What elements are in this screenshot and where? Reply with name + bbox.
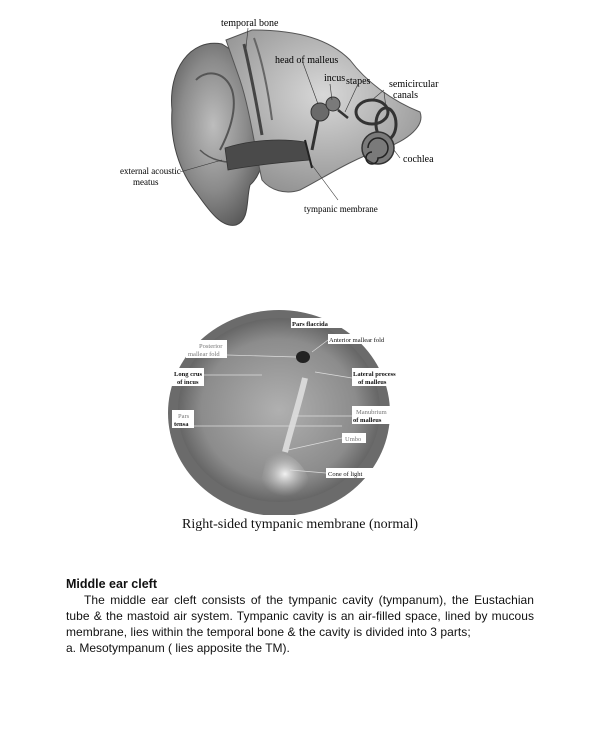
label-stapes: stapes <box>346 76 371 87</box>
list-item: a. Mesotympanum ( lies apposite the TM). <box>66 641 290 655</box>
section-list <box>66 640 534 656</box>
label-tympanic-membrane: tympanic membrane <box>304 204 378 214</box>
label-incus: incus <box>324 73 346 84</box>
label-head-of-malleus: head of malleus <box>275 55 339 66</box>
middle-ear-section <box>66 576 534 656</box>
label-temporal-bone: temporal bone <box>221 18 279 29</box>
label-cone-of-light: Cone of light <box>328 471 363 478</box>
label-lateral-process-of-malleus-2: of malleus <box>358 379 387 386</box>
label-semicircular-canals-1: semicircular <box>389 79 439 90</box>
label-manubrium-of-malleus-2: of malleus <box>353 417 382 424</box>
label-posterior-mallear-fold-1: Posterior <box>199 343 223 350</box>
label-umbo: Umbo <box>345 436 362 443</box>
label-pars-flaccida: Pars flaccida <box>292 321 328 328</box>
label-manubrium-of-malleus-1: Manubrium <box>356 409 387 416</box>
ear-anatomy-figure <box>0 0 600 240</box>
figure-caption: Right-sided tympanic membrane (normal) <box>182 517 418 532</box>
label-long-crus-of-incus-1: Long crus <box>174 371 202 378</box>
label-semicircular-canals-2: canals <box>393 90 418 101</box>
label-anterior-mallear-fold: Anterior mallear fold <box>329 337 385 344</box>
label-pars-tensa-1: Pars <box>178 413 190 420</box>
label-long-crus-of-incus-2: of incus <box>177 379 199 386</box>
label-external-acoustic-meatus-2: meatus <box>133 177 159 187</box>
section-heading: Middle ear cleft <box>66 577 157 591</box>
section-paragraph: The middle ear cleft consists of the tympanic cavity (tympanum), the Eustachian tube & the mastoid air system. Tympanic cavity is an air-filled space, lined by mucous membrane, lies within the temporal bone & the cavity is divided into 3 parts; <box>66 593 534 639</box>
label-lateral-process-of-malleus-1: Lateral process <box>353 371 396 378</box>
label-posterior-mallear-fold-2: mallear fold <box>188 351 220 358</box>
tympanic-membrane-figure <box>0 300 600 515</box>
label-cochlea: cochlea <box>403 154 434 165</box>
label-external-acoustic-meatus-1: external acoustic <box>120 166 181 176</box>
label-pars-tensa-2: tensa <box>174 421 189 428</box>
